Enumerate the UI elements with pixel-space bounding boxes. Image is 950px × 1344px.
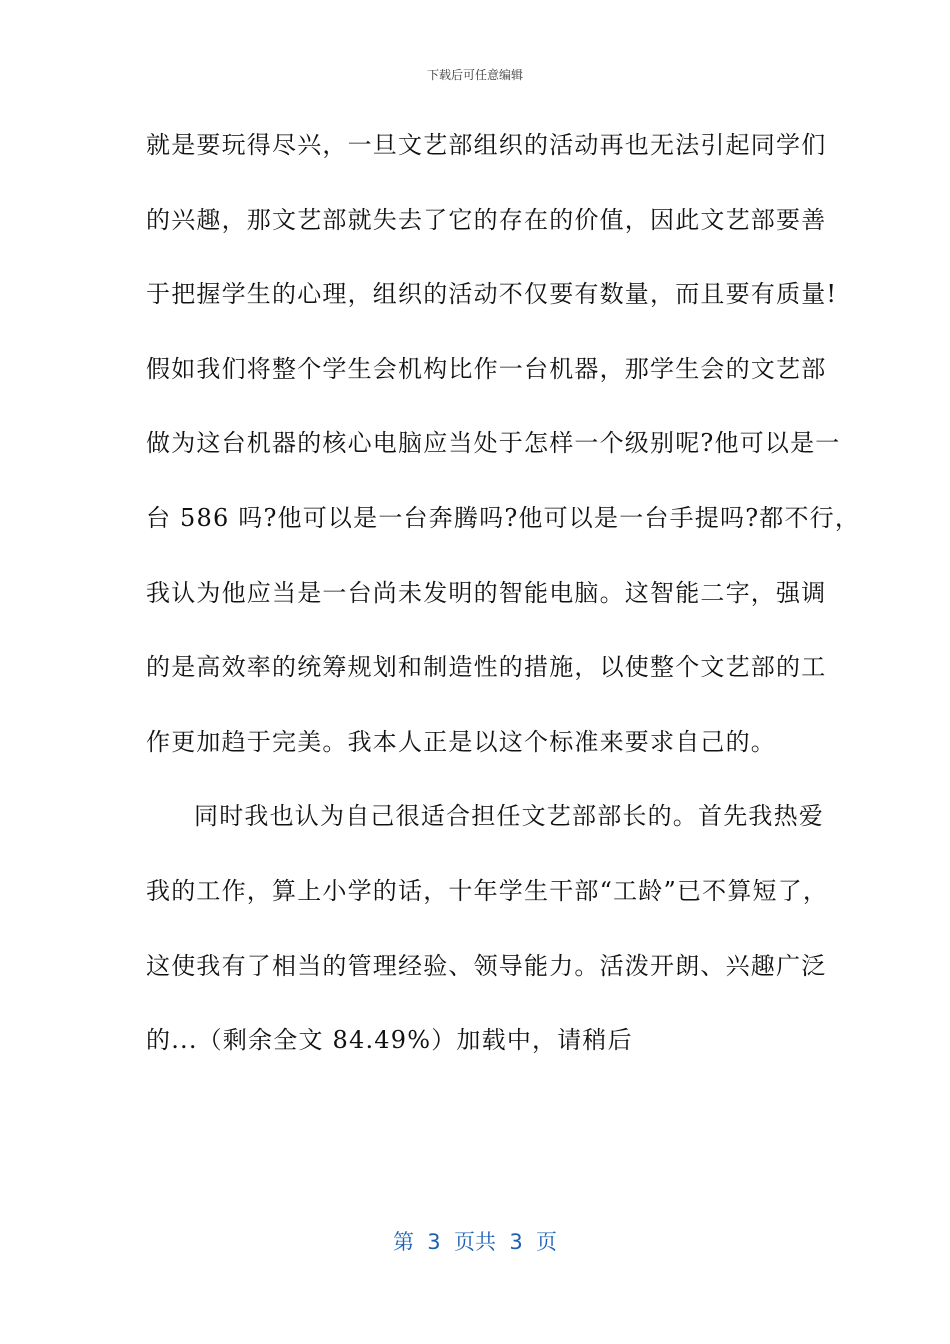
paragraph-line: 的兴趣，那文艺部就失去了它的存在的价值，因此文艺部要善 bbox=[146, 205, 827, 234]
page-number: 第 3 页共 3 页 bbox=[392, 1230, 558, 1254]
paragraph-line: 就是要玩得尽兴，一旦文艺部组织的活动再也无法引起同学们 bbox=[146, 131, 827, 159]
download-note: 下载后可任意编辑 bbox=[426, 68, 523, 82]
paragraph-line: 假如我们将整个学生会机构比作一台机器，那学生会的文艺部 bbox=[146, 354, 827, 383]
paragraph-line: 这使我有了相当的管理经验、领导能力。活泼开朗、兴趣广泛 bbox=[146, 951, 827, 980]
paragraph-line: 台 586 吗?他可以是一台奔腾吗?他可以是一台手提吗?都不行， bbox=[146, 503, 861, 532]
paragraph-line: 作更加趋于完美。我本人正是以这个标准来要求自己的。 bbox=[146, 727, 776, 756]
truncated-line: 的...（剩余全文 84.49%）加载中，请稍后 bbox=[146, 1026, 633, 1055]
paragraph-line: 我的工作，算上小学的话，十年学生干部“工龄”已不算短了， bbox=[146, 876, 829, 905]
document-body bbox=[146, 120, 861, 1090]
paragraph-line: 做为这台机器的核心电脑应当处于怎样一个级别呢?他可以是一 bbox=[146, 429, 841, 458]
paragraph-line: 于把握学生的心理，组织的活动不仅要有数量，而且要有质量! bbox=[146, 280, 838, 309]
paragraph-line: 我认为他应当是一台尚未发明的智能电脑。这智能二字，强调 bbox=[146, 578, 827, 607]
paragraph-start-line: 同时我也认为自己很适合担任文艺部部长的。首先我热爱 bbox=[194, 802, 824, 831]
paragraph-line: 的是高效率的统筹规划和制造性的措施，以使整个文艺部的工 bbox=[146, 653, 827, 682]
